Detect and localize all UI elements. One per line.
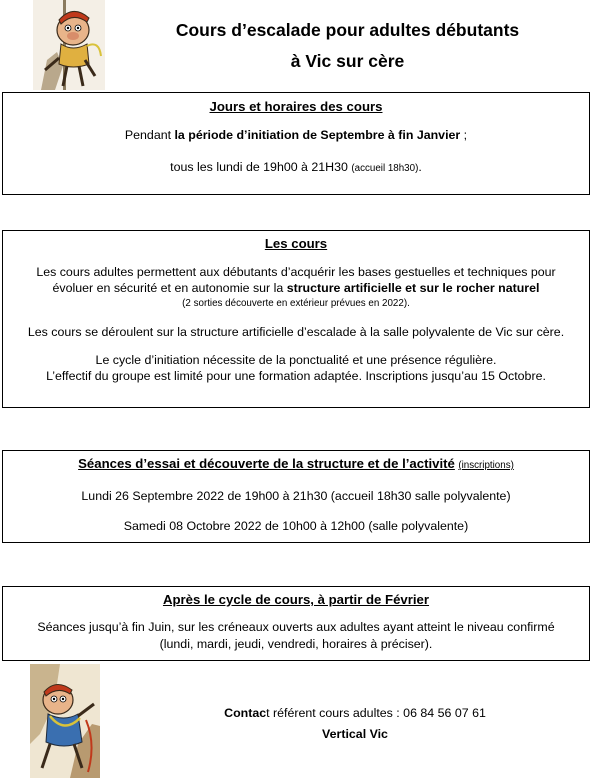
trials-section-heading: Séances d’essai et découverte de la structure et de l’activité (inscriptions)	[78, 456, 514, 471]
climber-cartoon-top-image	[33, 0, 105, 90]
courses-paragraph-3: Le cycle d’initiation nécessite de la ponctualité et une présence régulière. L’effectif du groupe est limité pour une formation adaptée. Inscriptions jusqu’au 15 Octobre.	[46, 353, 546, 383]
after-cycle-line-2: (lundi, mardi, jeudi, vendredi, horaires à préciser).	[159, 637, 433, 651]
courses-paragraph-1: Les cours adultes permettent aux débutants d’acquérir les bases gestuelles et techniques pour évoluer en sécurité et en autonomie sur la structure artificielle et sur le rocher naturel (2 sorties découverte en extérieur prévues en 2022).	[36, 265, 556, 309]
page-title-line1: Cours d’escalade pour adultes débutants	[175, 20, 520, 40]
after-cycle-line-1: Séances jusqu’à fin Juin, sur les créneaux ouverts aux adultes ayant atteint le niveau confirmé	[37, 620, 555, 634]
courses-section-box	[2, 230, 590, 408]
page-title-line2: à Vic sur cère	[290, 51, 405, 71]
climber-cartoon-bottom-image	[30, 664, 100, 778]
courses-paragraph-2: Les cours se déroulent sur la structure artificielle d’escalade à la salle polyvalente de Vic sur cère.	[27, 325, 565, 339]
contact-line: Contact référent cours adultes : 06 84 56 07 61	[224, 706, 486, 720]
after-cycle-section-box	[2, 586, 590, 661]
trials-session-1: Lundi 26 Septembre 2022 de 19h00 à 21h30 (accueil 18h30 salle polyvalente)	[81, 489, 511, 503]
hours-schedule-line: tous les lundi de 19h00 à 21H30 (accueil 18h30).	[170, 160, 422, 174]
hours-section-heading: Jours et horaires des cours	[209, 99, 383, 114]
after-cycle-heading: Après le cycle de cours, à partir de Février	[162, 592, 430, 607]
club-name: Vertical Vic	[322, 727, 388, 741]
hours-section-box	[2, 92, 590, 195]
hours-period-line: Pendant la période d’initiation de Septembre à fin Janvier ;	[124, 128, 468, 142]
trials-section-box	[2, 450, 590, 543]
trials-session-2: Samedi 08 Octobre 2022 de 10h00 à 12h00 (salle polyvalente)	[123, 519, 469, 533]
courses-section-heading: Les cours	[264, 236, 328, 251]
